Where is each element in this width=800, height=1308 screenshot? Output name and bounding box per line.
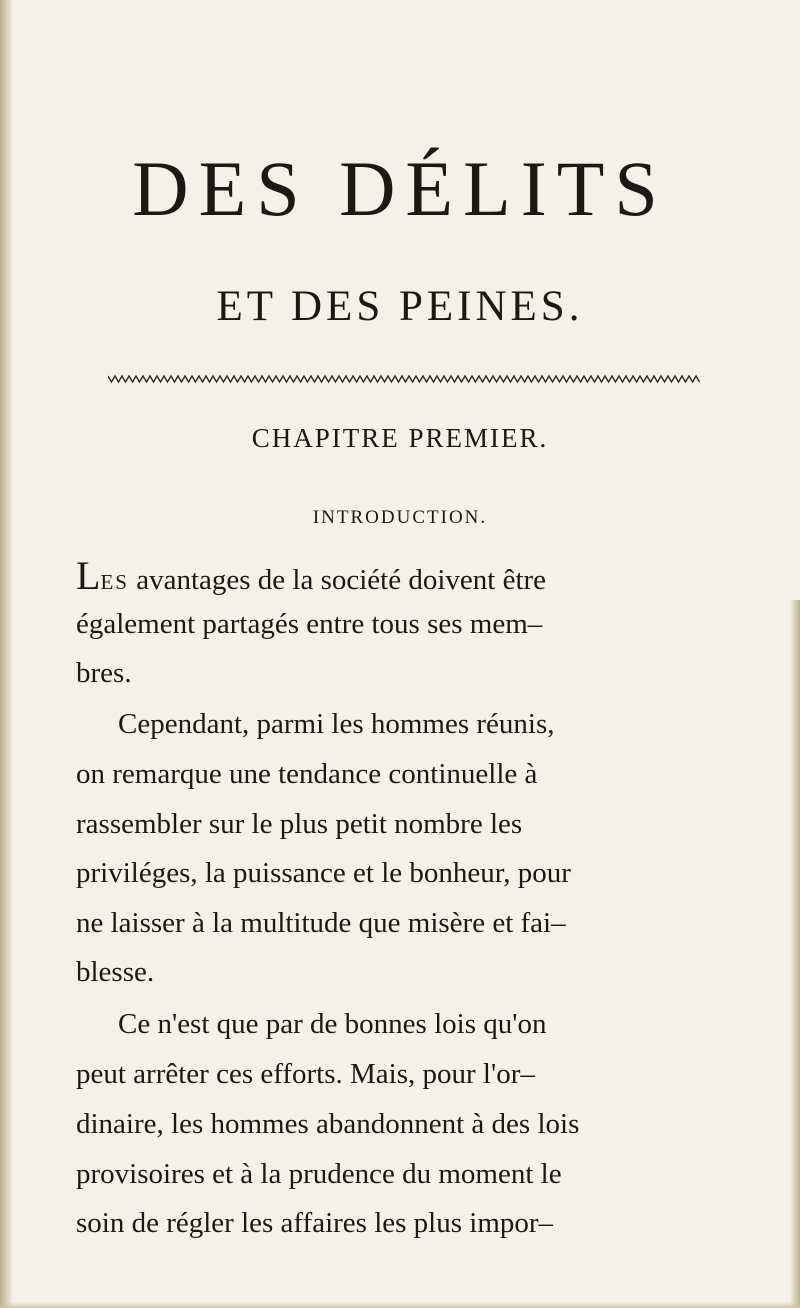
- page-bottom-shadow: [0, 1302, 800, 1308]
- text-line: rassembler sur le plus petit nombre les: [76, 808, 523, 840]
- text-line: bres.: [76, 657, 132, 689]
- text-line: peut arrêter ces efforts. Mais, pour l'or–: [76, 1058, 535, 1090]
- drop-cap: L: [76, 553, 101, 598]
- text-line-first-rest: avantages de la société doivent être: [128, 564, 547, 596]
- text-line: soin de régler les affaires les plus impor–: [76, 1207, 554, 1239]
- book-subtitle: ET DES PEINES.: [216, 283, 584, 330]
- small-caps: ES: [100, 570, 129, 594]
- text-line: ne laisser à la multitude que misère et fai–: [76, 907, 566, 939]
- page-edge-shadow: [790, 600, 800, 1308]
- text-line: dinaire, les hommes abandonnent à des lois: [76, 1108, 580, 1140]
- text-line: priviléges, la puissance et le bonheur, pour: [76, 857, 571, 889]
- text-line: Cependant, parmi les hommes réunis,: [118, 708, 555, 740]
- text-line-first: [76, 553, 547, 598]
- text-line: également partagés entre tous ses mem–: [76, 608, 543, 640]
- text-line: Ce n'est que par de bonnes lois qu'on: [118, 1008, 547, 1040]
- text-line: on remarque une tendance continuelle à: [76, 758, 538, 790]
- text-line: blesse.: [76, 956, 155, 988]
- section-heading: INTRODUCTION.: [312, 507, 488, 528]
- text-line: provisoires et à la prudence du moment le: [76, 1158, 562, 1190]
- book-title: DES DÉLITS: [132, 145, 668, 232]
- ornamental-rule: [108, 374, 702, 384]
- chapter-heading: CHAPITRE PREMIER.: [251, 423, 549, 453]
